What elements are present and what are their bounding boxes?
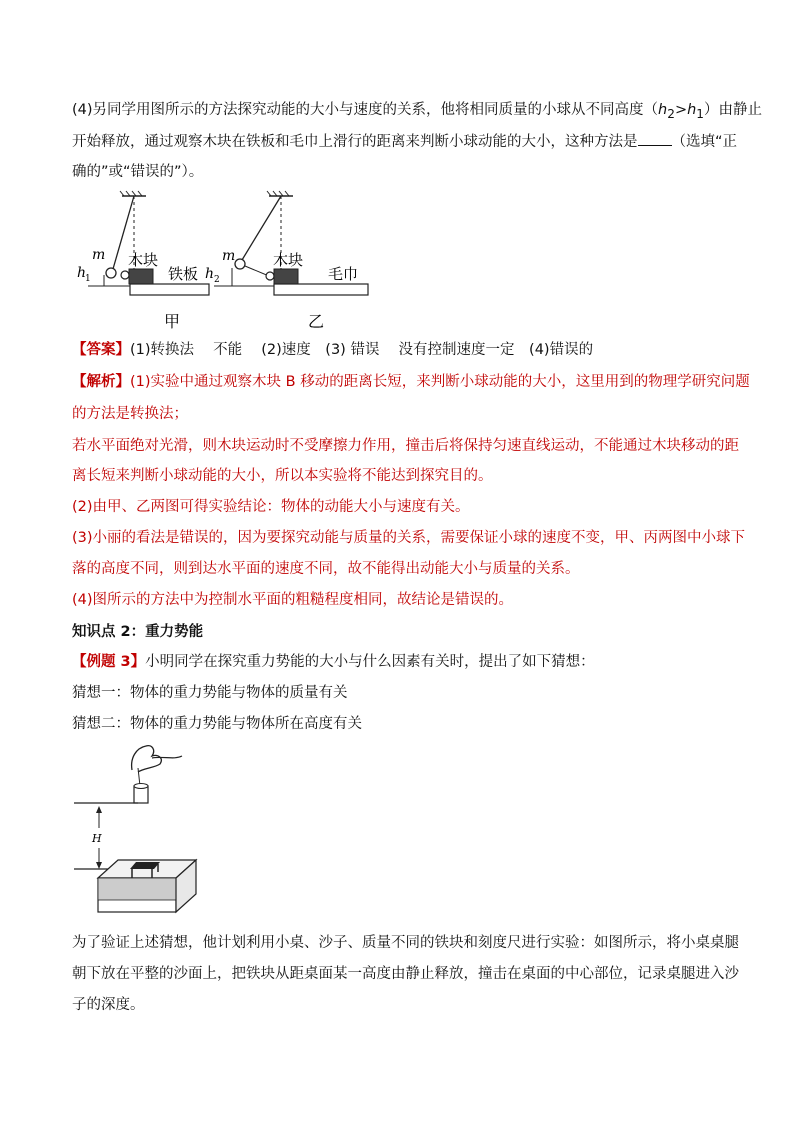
mass-label-left: m	[92, 247, 106, 263]
q4-text-part-a: (4)另同学用图所示的方法探究动能的大小与速度的关系，他将相同质量的小球从不同高度（	[72, 102, 659, 118]
analysis-line-1	[72, 372, 750, 392]
pendulum-figure	[74, 190, 374, 335]
question-4-line-1	[72, 100, 762, 124]
surface-label-right: 毛巾	[328, 265, 359, 283]
block-label-right: 木块	[273, 251, 304, 269]
answer-text: (1)转换法 不能 (2)速度 (3) 错误 没有控制速度一定 (4)错误的	[130, 342, 594, 358]
h2-subscript: 2	[667, 106, 675, 121]
question-4-line-2	[72, 131, 737, 152]
mass-label-right: m	[222, 248, 236, 264]
analysis-line-6: (3)小丽的看法是错误的，因为要探究动能与质量的关系，需要保证小球的速度不变，甲、丙两图中小球下	[72, 530, 746, 546]
caption-left: 甲	[164, 312, 181, 331]
analysis-line-8: (4)图所示的方法中为控制水平面的粗糙程度相同，故结论是错误的。	[72, 592, 514, 608]
block-label-left: 木块	[128, 251, 159, 269]
question-4-line-3: 确的”或“错误的”）。	[72, 164, 204, 180]
analysis-line-2: 的方法是转换法；	[72, 406, 188, 422]
ball-icon	[106, 268, 116, 278]
h2-symbol: h	[658, 102, 668, 118]
hand-icon	[132, 746, 162, 772]
analysis-line-7: 落的高度不同，则到达水平面的速度不同，故不能得出动能大小与质量的关系。	[72, 561, 580, 577]
analysis-label: 【解析】	[72, 374, 130, 390]
paragraph-line-2: 朝下放在平整的沙面上，把铁块从距桌面某一高度由静止释放，撞击在桌面的中心部位，记录桌腿进入沙	[72, 966, 739, 982]
height-label-left: h	[77, 265, 87, 281]
analysis-text: (1)实验中通过观察木块 B 移动的距离长短，来判断小球动能的大小，这里用到的物理学研究问题	[130, 374, 750, 390]
height-sub-right: 2	[214, 275, 220, 285]
height-label-H: H	[92, 832, 102, 845]
guess-2: 猜想二：物体的重力势能与物体所在高度有关	[72, 716, 362, 732]
knowledge-point-title: 知识点 2：重力势能	[72, 624, 204, 640]
example-3-text: 小明同学在探究重力势能的大小与什么因素有关时，提出了如下猜想：	[145, 654, 595, 670]
h1-subscript: 1	[696, 106, 704, 121]
q4-line2-part-a: 开始释放，通过观察木块在铁板和毛巾上滑行的距离来判断小球动能的大小，这种方法是	[72, 134, 638, 150]
height-sub-left: 1	[85, 274, 91, 284]
pendulum-diagram-left	[77, 191, 209, 331]
answer-line	[72, 340, 593, 360]
pendulum-diagram-right	[205, 191, 368, 331]
answer-label: 【答案】	[72, 342, 130, 358]
analysis-line-3: 若水平面绝对光滑，则木块运动时不受摩擦力作用，撞击后将保持匀速直线运动，不能通过木块移动的距	[72, 438, 739, 454]
example-3-line	[72, 652, 595, 672]
q4-text-part-b: ）由静止	[703, 102, 762, 118]
ball-icon	[235, 259, 245, 269]
caption-right: 乙	[308, 312, 325, 331]
surface-label-left: 铁板	[168, 265, 199, 283]
h1-symbol: h	[687, 102, 697, 118]
guess-1: 猜想一：物体的重力势能与物体的质量有关	[72, 685, 348, 701]
analysis-line-4: 离长短来判断小球动能的大小，所以本实验将不能达到探究目的。	[72, 468, 493, 484]
paragraph-line-1: 为了验证上述猜想，他计划利用小桌、沙子、质量不同的铁块和刻度尺进行实验：如图所示，将小桌桌腿	[72, 935, 739, 951]
sand-table-figure	[74, 738, 204, 918]
wood-block-icon	[274, 269, 298, 284]
wood-block-icon	[129, 269, 153, 284]
answer-blank[interactable]	[638, 131, 672, 146]
paragraph-line-3: 子的深度。	[72, 997, 145, 1013]
q4-line2-part-b: （选填“正	[671, 134, 738, 150]
height-label-right: h	[205, 266, 215, 282]
example-3-label: 【例题 3】	[72, 654, 146, 670]
gt-sign: >	[674, 102, 688, 118]
analysis-line-5: (2)由甲、乙两图可得实验结论：物体的动能大小与速度有关。	[72, 499, 470, 515]
